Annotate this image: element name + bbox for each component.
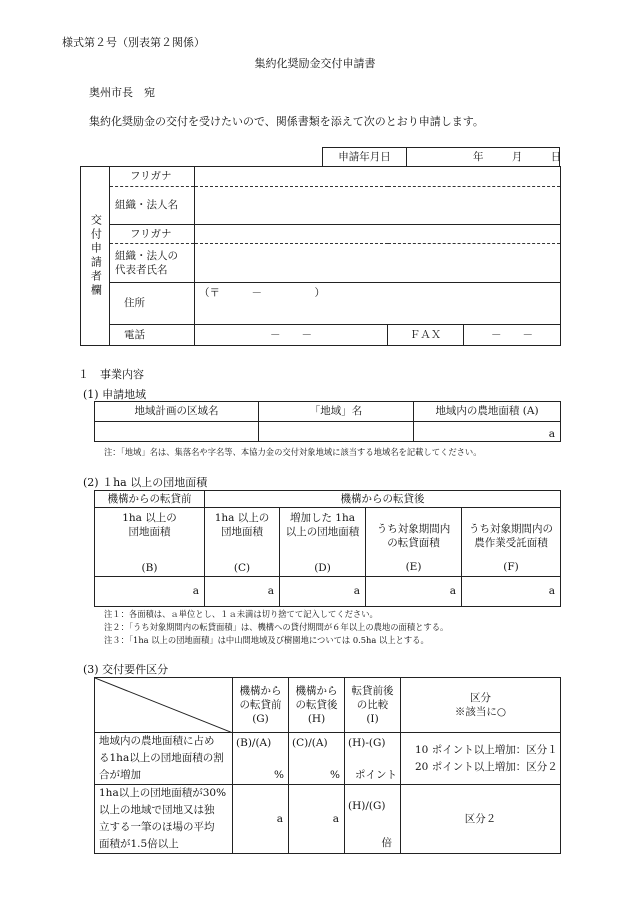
req-header-h: 機構から の転貸後 (H)	[289, 678, 345, 733]
row2-g-input[interactable]: a	[233, 785, 289, 854]
block-col-e: うち対象期間内 の転貸面積 (E)	[366, 508, 462, 577]
area-region-input[interactable]	[259, 422, 414, 442]
block-e-input[interactable]: a	[366, 576, 462, 606]
block-area-table	[94, 490, 561, 607]
note-2-3: 注３：「1ha 以上の団地面積」は中山間地域及び樹園地については 0.5ha 以上とする。	[104, 635, 429, 645]
fax-input[interactable]: － －	[491, 328, 533, 341]
representative-input[interactable]	[195, 244, 561, 283]
block-col-d: 増加した 1ha 以上の団地面積 (D)	[280, 508, 366, 577]
area-header-region: 「地域」名	[259, 402, 414, 422]
address-label: 住所	[110, 283, 195, 325]
phone-label: 電話	[110, 325, 195, 346]
block-f-input[interactable]: a	[462, 576, 561, 606]
org-name-label: 組織・法人名	[110, 187, 195, 225]
org-name-input[interactable]	[195, 187, 561, 225]
furigana2-input[interactable]	[195, 225, 561, 244]
req-header-kubun: 区分 ※該当に○	[401, 678, 561, 733]
req-header-i: 転貸前後 の比較 (I)	[345, 678, 401, 733]
area-farmland-input[interactable]: a	[414, 422, 561, 442]
row1-h-input[interactable]: (C)/(A) %	[289, 733, 345, 785]
fax-label: ＦＡＸ	[388, 325, 464, 345]
area-header-plan: 地域計画の区域名	[95, 402, 259, 422]
furigana-label: フリガナ	[110, 167, 195, 187]
row1-description: 地域内の農地面積に占め る1ha以上の団地面積の割 合が増加	[95, 733, 233, 785]
note-1: 注：「地域」名は、集落名や字名等、本協力金の交付対象地域に該当する地域名を記載してください。	[104, 447, 482, 457]
date-field[interactable]	[407, 148, 560, 167]
representative-label: 組織・法人の 代表者氏名	[110, 244, 195, 283]
address-input[interactable]	[195, 283, 561, 325]
month-label: 月	[511, 150, 523, 163]
furigana-input[interactable]	[195, 167, 561, 187]
area-plan-input[interactable]	[95, 422, 259, 442]
area-header-farmland: 地域内の農地面積 (A)	[414, 402, 561, 422]
document-title: 集約化奨励金交付申請書	[254, 57, 376, 70]
row2-description: 1ha以上の団地面積が30% 以上の地域で団地又は独 立する一筆のほ場の平均 面積が1.5倍以上	[95, 785, 233, 854]
notes-2	[104, 608, 448, 647]
year-label: 年	[473, 150, 484, 163]
applicant-side-label: 交付申請者欄	[81, 167, 110, 346]
furigana2-label: フリガナ	[110, 225, 195, 244]
row1-i-input[interactable]: (H)-(G) ポイント	[345, 733, 401, 785]
intro-text: 集約化奨励金の交付を受けたいので、関係書類を添えて次のとおり申請します。	[89, 115, 484, 128]
fax-cell	[388, 325, 561, 346]
row2-kubun[interactable]: 区分２	[401, 785, 561, 854]
form-number: 様式第２号（別表第２関係）	[62, 36, 205, 49]
day-label: 日	[550, 150, 562, 163]
req-header-g: 機構から の転貸前 (G)	[233, 678, 289, 733]
row2-i-input[interactable]: (H)/(G) 倍	[345, 785, 401, 854]
subsection-3-title: (3) 交付要件区分	[83, 663, 169, 676]
row1-kubun[interactable]: 10 ポイント以上増加：区分１ 20 ポイント以上増加：区分２	[401, 733, 561, 785]
diagonal-header	[95, 678, 233, 733]
block-c-input[interactable]: a	[205, 576, 280, 606]
block-header-before: 機構からの転貸前	[95, 491, 205, 508]
block-col-b: 1ha 以上の 団地面積 (B)	[95, 508, 205, 577]
subsection-2-title: (2) １ha 以上の団地面積	[83, 476, 208, 489]
section-title: １ 事業内容	[78, 368, 144, 381]
requirement-table	[94, 677, 561, 854]
addressee: 奥州市長 宛	[89, 86, 155, 99]
applicant-table	[80, 166, 561, 346]
block-b-input[interactable]: a	[95, 576, 205, 606]
date-label: 申請年月日	[323, 148, 407, 167]
area-table	[94, 401, 561, 442]
block-col-f: うち対象期間内の 農作業受託面積 (F)	[462, 508, 561, 577]
phone-input[interactable]: － －	[195, 325, 388, 346]
row1-g-input[interactable]: (B)/(A) %	[233, 733, 289, 785]
postal-code: （〒 － ）	[199, 287, 325, 299]
subsection-1-title: (1) 申請地域	[83, 388, 147, 401]
block-header-after: 機構からの転貸後	[205, 491, 561, 508]
row2-h-input[interactable]: a	[289, 785, 345, 854]
note-2-1: 注１：各面積は、ａ単位とし、１ａ未満は切り捨てて記入してください。	[104, 609, 378, 619]
note-2-2: 注２：「うち対象期間内の転貸面積」は、機構への貸付期間が６年以上の農地の面積とする。	[104, 622, 449, 632]
block-d-input[interactable]: a	[280, 576, 366, 606]
block-col-c: 1ha 以上の 団地面積 (C)	[205, 508, 280, 577]
date-table	[322, 147, 560, 167]
